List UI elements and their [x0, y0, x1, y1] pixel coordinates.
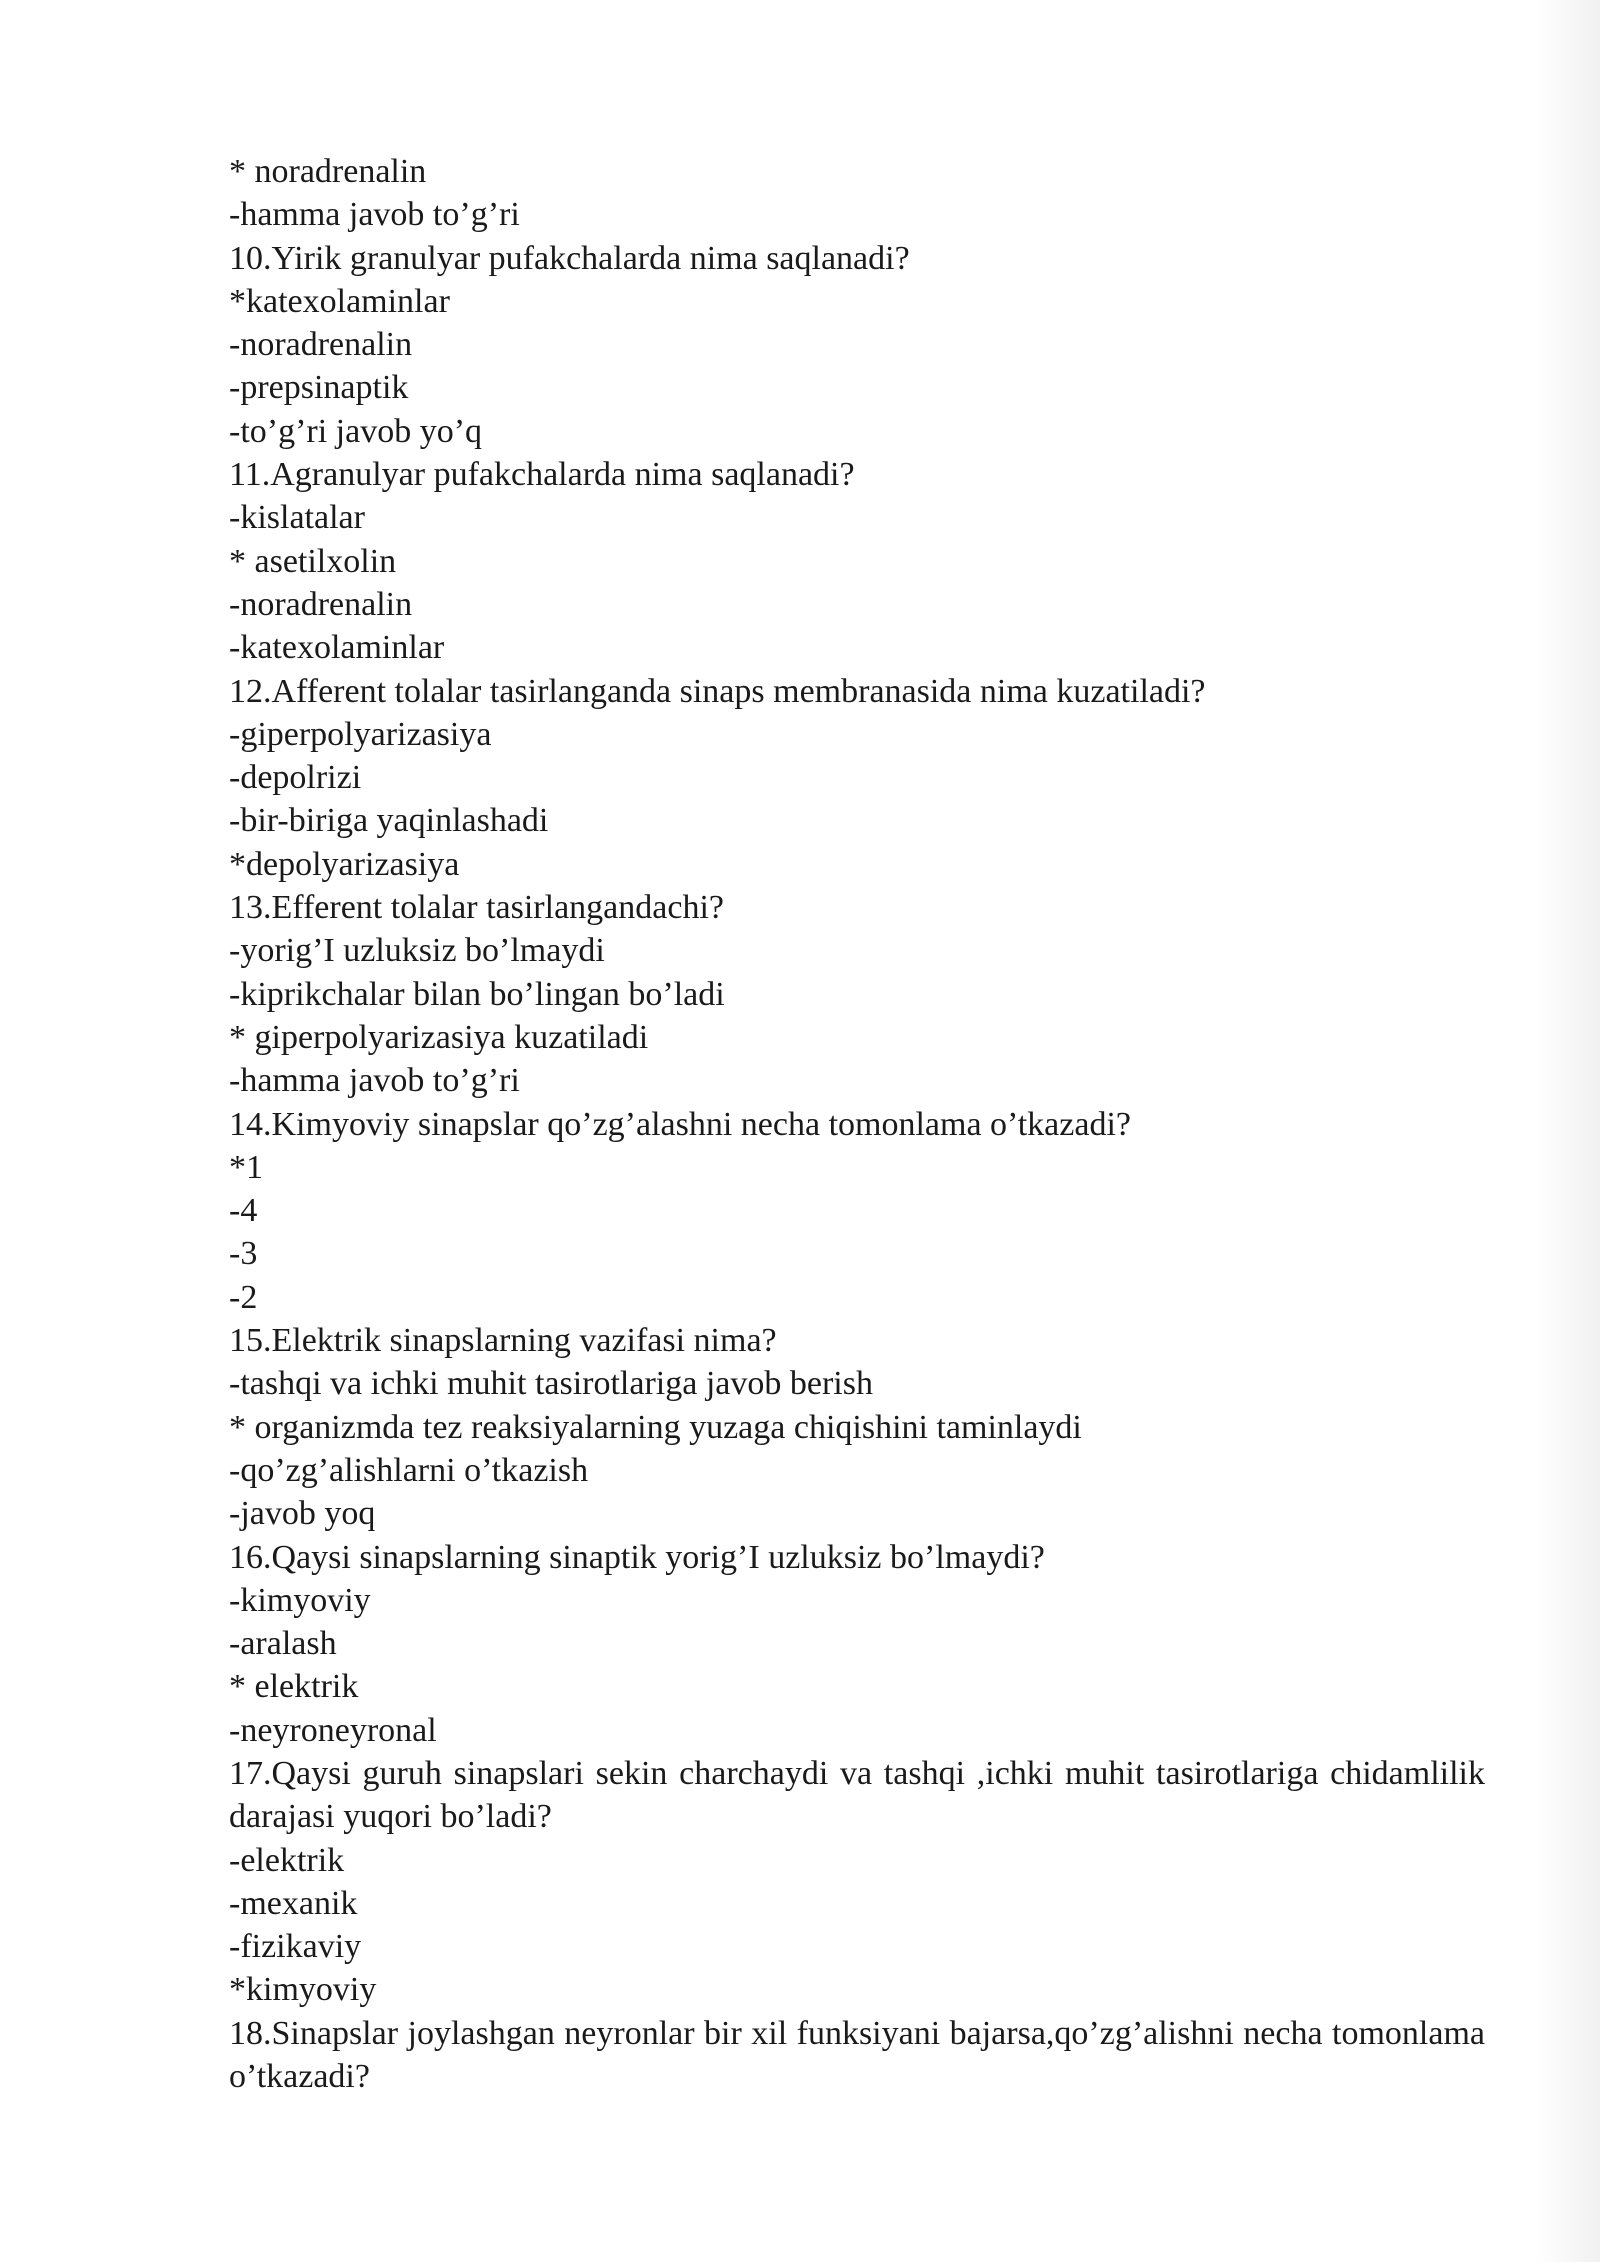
question-13: 13.Efferent tolalar tasirlangandachi? [229, 889, 724, 927]
answer-option: -yorig’I uzluksiz bo’lmaydi [229, 932, 605, 970]
answer-option: * organizmda tez reaksiyalarning yuzaga chiqishini taminlaydi [229, 1408, 1082, 1446]
answer-option: *1 [229, 1148, 263, 1186]
answer-option: -bir-biriga yaqinlashadi [229, 802, 549, 840]
answer-option: * elektrik [229, 1668, 359, 1706]
answer-option: -kislatalar [229, 499, 365, 537]
answer-option: -kimyoviy [229, 1581, 371, 1619]
answer-option: *katexolaminlar [229, 282, 450, 320]
question-15: 15.Elektrik sinapslarning vazifasi nima? [229, 1322, 777, 1360]
answer-option: -hamma javob to’g’ri [229, 196, 520, 234]
answer-option: -neyroneyronal [229, 1711, 437, 1749]
question-12: 12.Afferent tolalar tasirlanganda sinaps membranasida nima kuzatiladi? [229, 672, 1206, 710]
answer-option: -kiprikchalar bilan bo’lingan bo’ladi [229, 975, 725, 1013]
answer-option: -katexolaminlar [229, 629, 445, 667]
question-16: 16.Qaysi sinapslarning sinaptik yorig’I uzluksiz bo’lmaydi? [229, 1538, 1045, 1576]
answer-option: -fizikaviy [229, 1928, 362, 1966]
answer-option: -depolrizi [229, 759, 362, 797]
question-14: 14.Kimyoviy sinapslar qo’zg’alashni necha tomonlama o’tkazadi? [229, 1105, 1131, 1143]
answer-option: -noradrenalin [229, 585, 413, 623]
answer-option: -tashqi va ichki muhit tasirotlariga javob berish [229, 1365, 873, 1403]
answer-option: -qo’zg’alishlarni o’tkazish [229, 1451, 589, 1489]
answer-option: -prepsinaptik [229, 369, 409, 407]
document-body [229, 150, 1485, 2098]
answer-option: -2 [229, 1278, 258, 1316]
answer-option: -noradrenalin [229, 326, 413, 364]
answer-option: -hamma javob to’g’ri [229, 1062, 520, 1100]
question-17: 17.Qaysi guruh sinapslari sekin charchaydi va tashqi ,ichki muhit tasirotlariga chidamlilik darajasi yuqori bo’ladi? [229, 1754, 1485, 1836]
answer-option: -to’g’ri javob yo’q [229, 412, 483, 450]
answer-option: -3 [229, 1235, 258, 1273]
answer-option: -elektrik [229, 1841, 345, 1879]
answer-option: *kimyoviy [229, 1971, 377, 2009]
answer-option: *depolyarizasiya [229, 845, 460, 883]
answer-option: -aralash [229, 1625, 337, 1663]
answer-option: * noradrenalin [229, 153, 427, 190]
question-10: 10.Yirik granulyar pufakchalarda nima saqlanadi? [229, 239, 910, 277]
question-11: 11.Agranulyar pufakchalarda nima saqlanadi? [229, 456, 855, 494]
answer-option: * asetilxolin [229, 542, 397, 580]
answer-option: -giperpolyarizasiya [229, 715, 492, 753]
answer-option: -javob yoq [229, 1495, 376, 1533]
answer-option: -4 [229, 1192, 258, 1230]
question-18: 18.Sinapslar joylashgan neyronlar bir xil funksiyani bajarsa,qo’zg’alishni necha tomonlama o’tkazadi? [229, 2014, 1485, 2096]
answer-option: -mexanik [229, 1884, 358, 1922]
answer-option: * giperpolyarizasiya kuzatiladi [229, 1018, 649, 1056]
